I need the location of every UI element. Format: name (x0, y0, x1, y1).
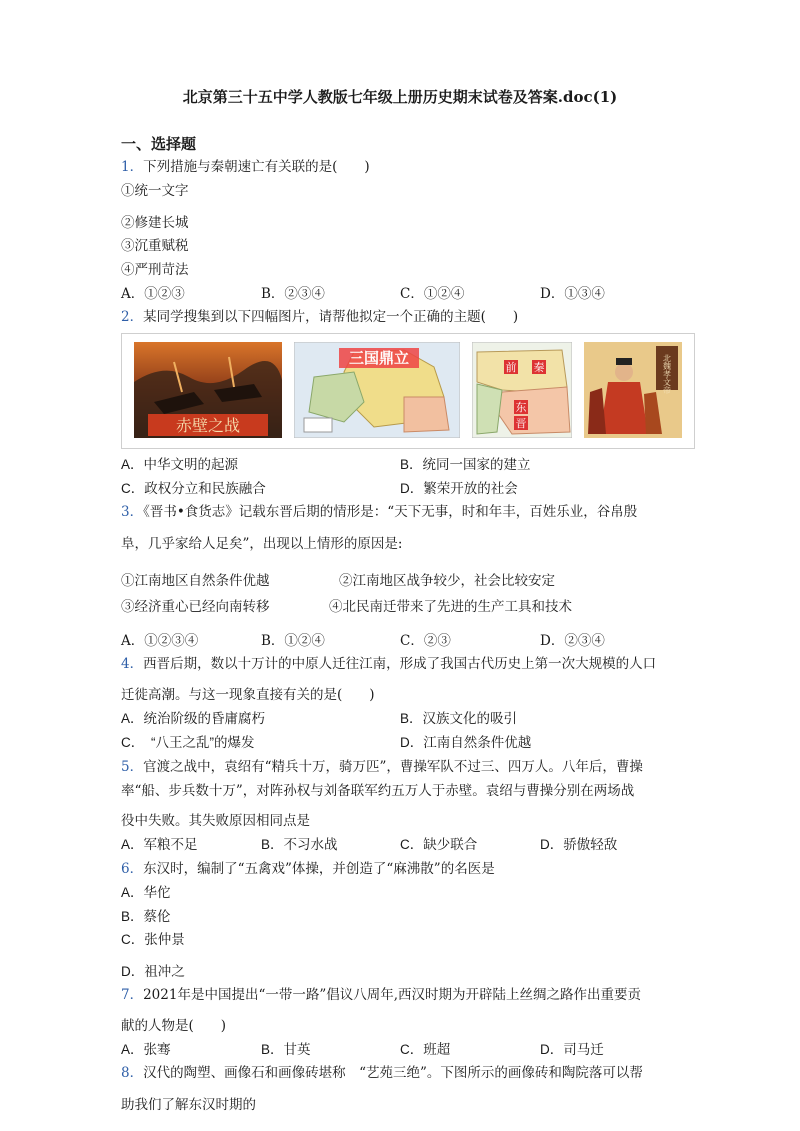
question-5-stem (121, 758, 643, 776)
q1-item-1: ①统一文字 (121, 183, 189, 199)
q6-option-a: A．华佗 (121, 885, 171, 900)
question-text: 下列措施与秦朝速亡有关联的是( ) (143, 159, 370, 175)
question-6-stem (121, 860, 495, 878)
q2-option-c: C．政权分立和民族融合 (121, 481, 266, 496)
q8-stem-line-2: 助我们了解东汉时期的 (121, 1097, 256, 1113)
q1-option-a: A．①②③ (121, 286, 185, 302)
map-label: 秦 (533, 361, 545, 374)
q6-option-b: B．蔡伦 (121, 909, 171, 924)
q1-item-4: ④严刑苛法 (121, 262, 189, 278)
question-text: 《晋书•食货志》记载东晋后期的情形是：“天下无事，时和年丰，百姓乐业，谷帛殷 (143, 504, 638, 520)
q7-option-c: C．班超 (400, 1042, 451, 1057)
q7-option-b: B．甘英 (261, 1042, 311, 1057)
q1-item-3: ③沉重赋税 (121, 238, 189, 254)
question-number: 7． (121, 987, 144, 1003)
question-text: 某同学搜集到以下四幅图片，请帮他拟定一个正确的主题( ) (143, 309, 519, 325)
q4-option-b: B．汉族文化的吸引 (400, 711, 518, 726)
q2-option-d: D．繁荣开放的社会 (400, 481, 518, 496)
q3-option-a: A．①②③④ (121, 633, 199, 649)
q5-option-a: A．军粮不足 (121, 837, 198, 852)
map-label: 晋 (515, 417, 527, 430)
question-text: 2021年是中国提出“一带一路”倡议八周年,西汉时期为开辟陆上丝绸之路作出重要贡 (143, 987, 642, 1003)
q3-item-4: ④北民南迁带来了先进的生产工具和技术 (329, 599, 572, 615)
q1-option-b: B．②③④ (261, 286, 325, 302)
question-8-stem (121, 1064, 643, 1082)
q3-option-b: B．①②④ (261, 633, 325, 649)
q7-stem-line-2: 献的人物是( ) (121, 1018, 227, 1034)
q6-option-d: D．祖冲之 (121, 964, 185, 979)
map-caption: 三国鼎立 (348, 349, 410, 367)
battle-painting-image (134, 342, 282, 438)
q4-option-a: A．统治阶级的昏庸腐朽 (121, 711, 266, 726)
question-text: 西晋后期，数以十万计的中原人迁往江南，形成了我国古代历史上第一次大规模的人口 (143, 656, 657, 672)
question-1-stem (121, 158, 370, 176)
question-4-stem (121, 655, 656, 673)
q4-stem-line-2: 迁徙高潮。与这一现象直接有关的是( ) (121, 687, 375, 703)
q5-option-d: D．骄傲轻敌 (540, 837, 618, 852)
q6-option-c: C．张仲景 (121, 932, 185, 947)
question-number: 3． (121, 504, 144, 520)
q3-option-c: C．②③ (400, 633, 451, 649)
question-number: 2． (121, 309, 144, 325)
q5-stem-line-2: 率“船、步兵数十万”，对阵孙权与刘备联军约五万人于赤壁。袁绍与曹操分别在两场战 (121, 783, 635, 799)
question-2-stem (121, 308, 518, 326)
q1-option-d: D．①③④ (540, 286, 605, 302)
q5-option-c: C．缺少联合 (400, 837, 478, 852)
q3-item-1: ①江南地区自然条件优越 (121, 573, 270, 589)
question-text: 官渡之战中，袁绍有“精兵十万，骑万匹”，曹操军队不过三、四万人。八年后，曹操 (143, 759, 643, 775)
question-number: 5． (121, 759, 144, 775)
question-3-stem (121, 503, 637, 521)
question-7-stem (121, 986, 641, 1004)
question-text: 汉代的陶塑、画像石和画像砖堪称 “艺苑三绝”。下图所示的画像砖和陶院落可以帮 (143, 1065, 643, 1081)
q4-option-c: C． “八王之乱”的爆发 (121, 735, 255, 750)
q3-item-3: ③经济重心已经向南转移 (121, 599, 270, 615)
map-label: 东 (515, 401, 527, 414)
question-number: 1． (121, 159, 144, 175)
q3-option-d: D．②③④ (540, 633, 605, 649)
emperor-portrait-image (584, 342, 682, 438)
question-number: 4． (121, 656, 144, 672)
three-kingdoms-map-image (294, 342, 460, 438)
q2-option-b: B．统同一国家的建立 (400, 457, 531, 472)
q7-option-a: A．张骞 (121, 1042, 171, 1057)
q4-option-d: D．江南自然条件优越 (400, 735, 532, 750)
section-heading: 一、选择题 (121, 135, 197, 153)
q1-item-2: ②修建长城 (121, 215, 189, 231)
portrait-caption: 北魏孝文帝 (662, 354, 672, 394)
question-text: 东汉时，编制了“五禽戏”体操，并创造了“麻沸散”的名医是 (143, 861, 495, 877)
q5-stem-line-3: 役中失败。其失败原因相同点是 (121, 813, 310, 829)
map-label: 前 (505, 361, 517, 374)
battle-caption: 赤壁之战 (175, 416, 241, 435)
q3-stem-line-2: 阜，几乎家给人足矣”，出现以上情形的原因是: (121, 536, 403, 552)
history-image-strip (121, 333, 695, 449)
document-title: 北京第三十五中学人教版七年级上册历史期末试卷及答案.doc(1) (182, 88, 618, 106)
question-number: 6． (121, 861, 144, 877)
q1-option-c: C．①②④ (400, 286, 465, 302)
qin-jin-map-image (472, 342, 572, 438)
q3-item-2: ②江南地区战争较少，社会比较安定 (339, 573, 555, 589)
question-number: 8． (121, 1065, 144, 1081)
q2-option-a: A．中华文明的起源 (121, 457, 239, 472)
q7-option-d: D．司马迁 (540, 1042, 604, 1057)
q5-option-b: B．不习水战 (261, 837, 338, 852)
